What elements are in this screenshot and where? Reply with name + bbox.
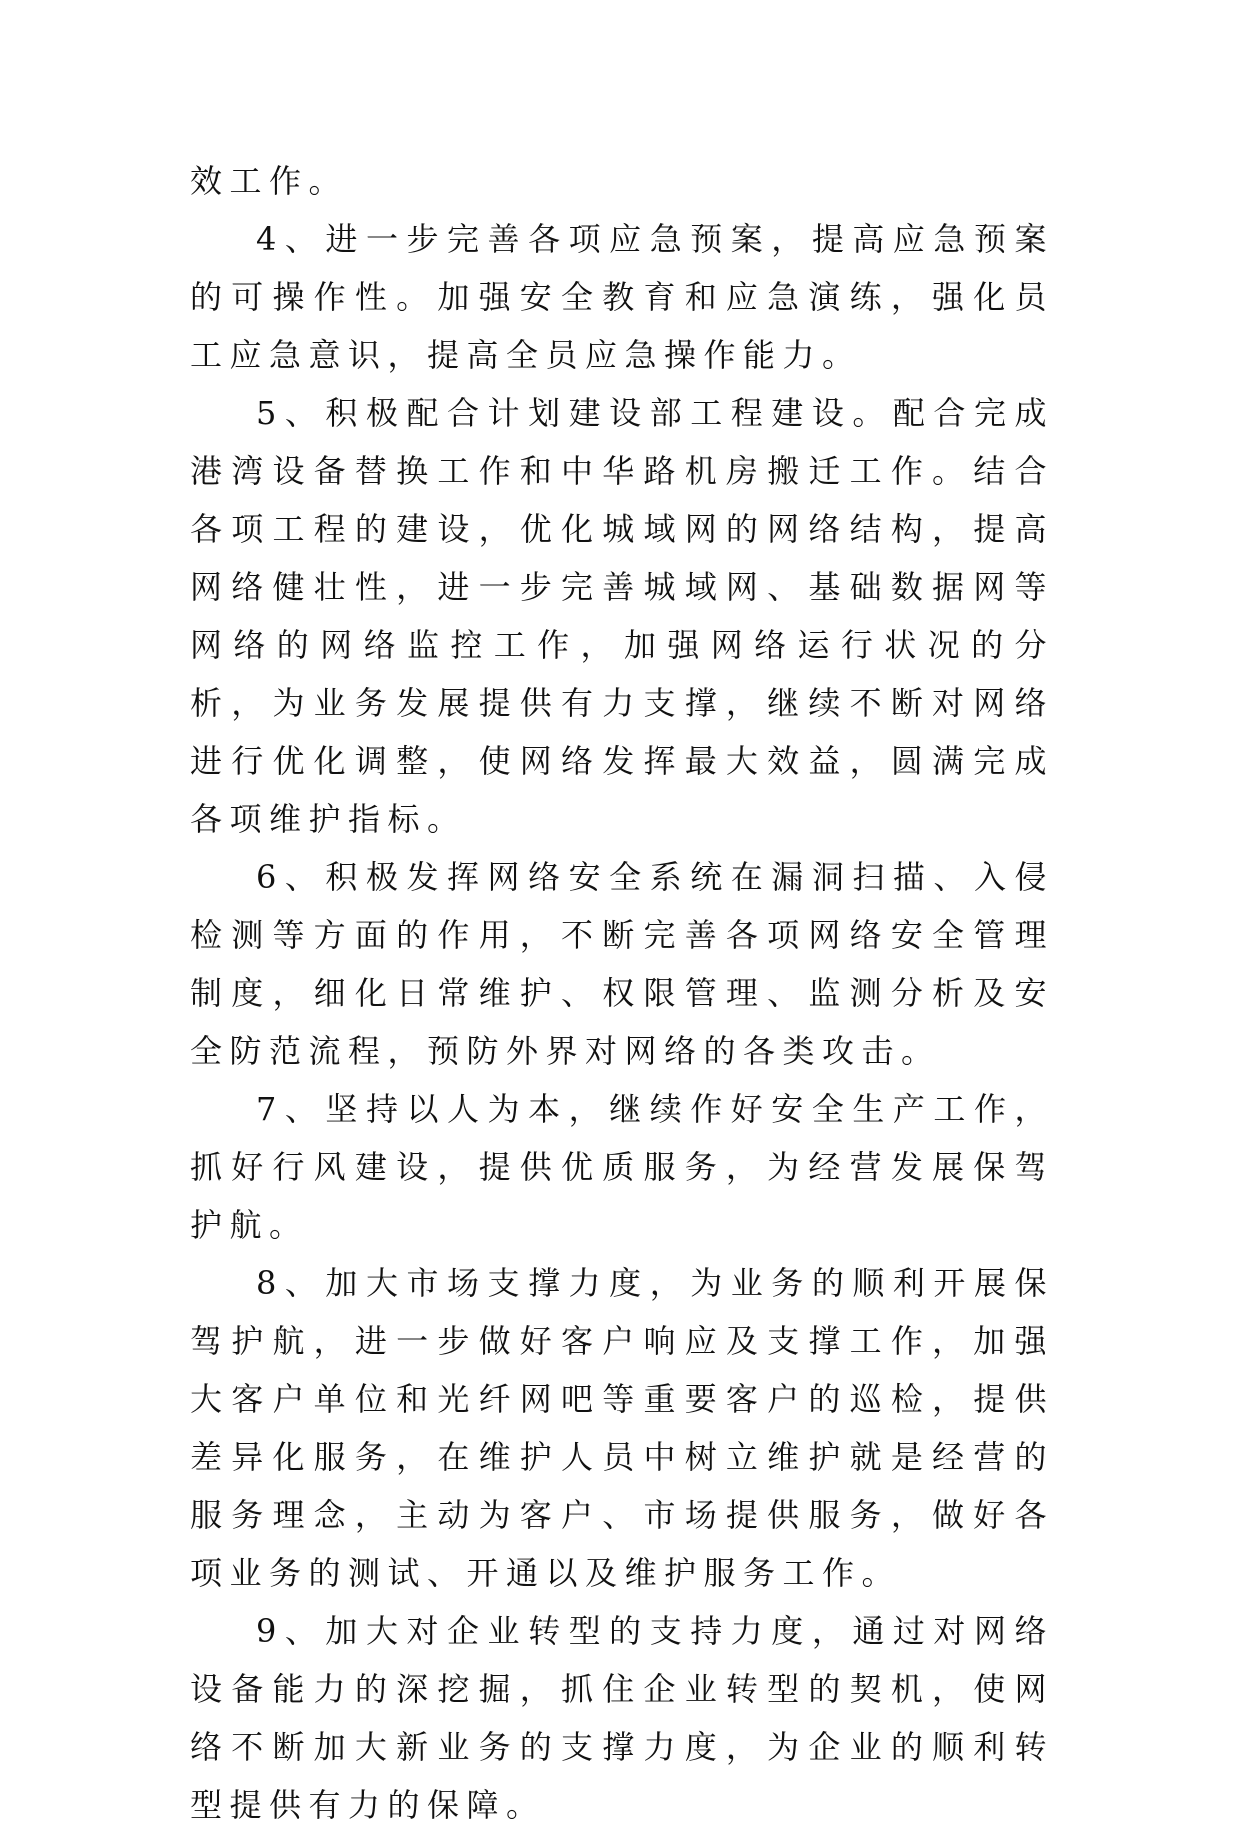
paragraph-item-5: 5、积极配合计划建设部工程建设。配合完成港湾设备替换工作和中华路机房搬迁工作。结合各项工程的建设，优化城域网的网络结构，提高网络健壮性，进一步完善城域网、基础数据网等网络的网络监控工作，加强网络运行状况的分析，为业务发展提供有力支撑，继续不断对网络进行优化调整，使网络发挥最大效益，圆满完成各项维护指标。	[190, 394, 1054, 838]
paragraph-item-6: 6、积极发挥网络安全系统在漏洞扫描、入侵检测等方面的作用，不断完善各项网络安全管理制度，细化日常维护、权限管理、监测分析及安全防范流程，预防外界对网络的各类攻击。	[190, 858, 1054, 1070]
paragraph-item-8: 8、加大市场支撑力度，为业务的顺利开展保驾护航，进一步做好客户响应及支撑工作，加强大客户单位和光纤网吧等重要客户的巡检，提供差异化服务，在维护人员中树立维护就是经营的服务理念，主动为客户、市场提供服务，做好各项业务的测试、开通以及维护服务工作。	[190, 1264, 1054, 1592]
paragraph-item-9: 9、加大对企业转型的支持力度，通过对网络设备能力的深挖掘，抓住企业转型的契机，使网络不断加大新业务的支撑力度，为企业的顺利转型提供有力的保障。	[190, 1612, 1054, 1824]
paragraph-continuation: 效工作。	[190, 162, 349, 200]
document-body	[190, 152, 1054, 1834]
paragraph-item-4: 4、进一步完善各项应急预案，提高应急预案的可操作性。加强安全教育和应急演练，强化员工应急意识，提高全员应急操作能力。	[190, 220, 1054, 374]
paragraph-item-7: 7、坚持以人为本，继续作好安全生产工作，抓好行风建设，提供优质服务，为经营发展保驾护航。	[190, 1090, 1054, 1244]
